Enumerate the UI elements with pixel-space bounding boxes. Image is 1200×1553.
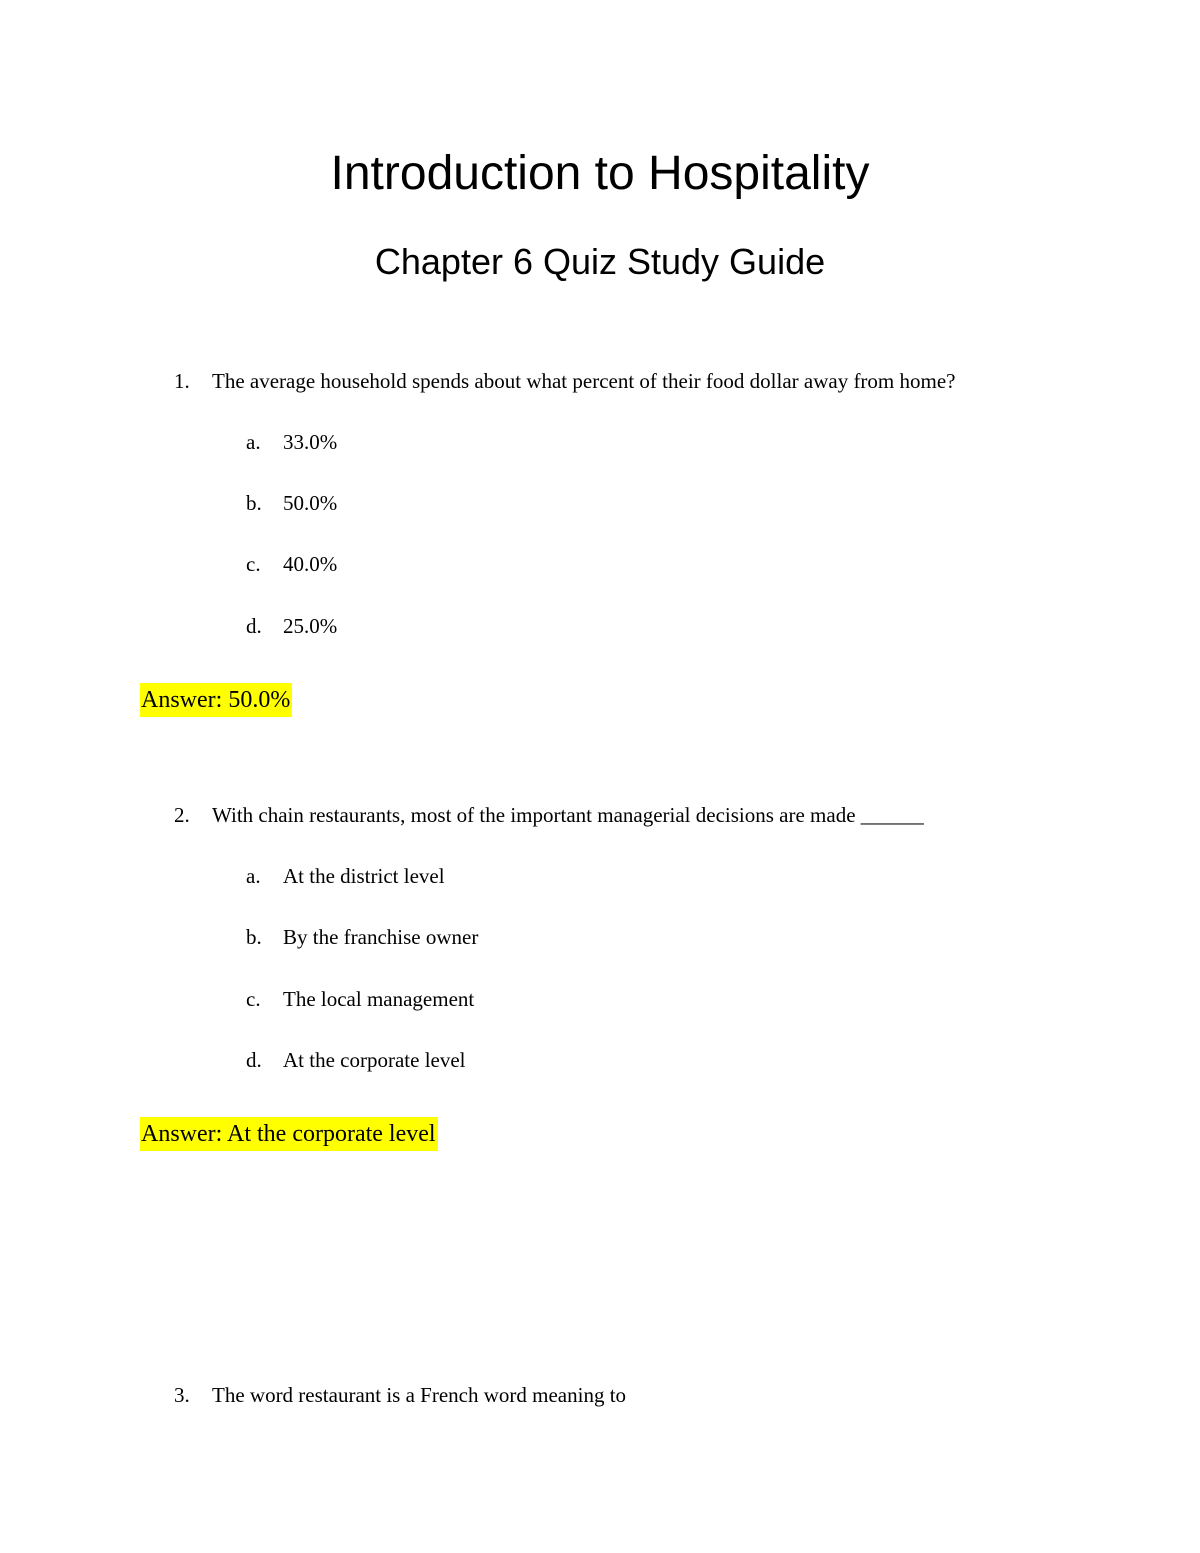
document-title: Introduction to Hospitality: [330, 147, 870, 200]
option-text: The local management: [283, 987, 475, 1011]
question-number: 1.: [174, 369, 190, 393]
option-letter: b.: [246, 491, 262, 515]
question-number: 3.: [174, 1383, 190, 1407]
option-letter: d.: [246, 614, 262, 638]
option-text: 25.0%: [283, 614, 338, 638]
question-text: The word restaurant is a French word meaning to: [212, 1383, 627, 1407]
option-letter: a.: [246, 430, 261, 454]
question-text: The average household spends about what percent of their food dollar away from home?: [212, 369, 956, 393]
document-subtitle: Chapter 6 Quiz Study Guide: [374, 241, 826, 282]
option-letter: a.: [246, 864, 261, 888]
option-text: 40.0%: [283, 552, 338, 576]
answer-highlight: Answer: At the corporate level: [140, 1117, 438, 1151]
option-text: 50.0%: [283, 491, 338, 515]
option-letter: c.: [246, 987, 261, 1011]
option-text: 33.0%: [283, 430, 338, 454]
question-text: With chain restaurants, most of the important managerial decisions are made ______: [212, 803, 924, 827]
option-text: By the franchise owner: [283, 925, 479, 949]
option-letter: c.: [246, 552, 261, 576]
option-letter: b.: [246, 925, 262, 949]
option-text: At the corporate level: [283, 1048, 466, 1072]
question-number: 2.: [174, 803, 190, 827]
answer-highlight: Answer: 50.0%: [140, 683, 292, 717]
option-text: At the district level: [283, 864, 445, 888]
option-letter: d.: [246, 1048, 262, 1072]
